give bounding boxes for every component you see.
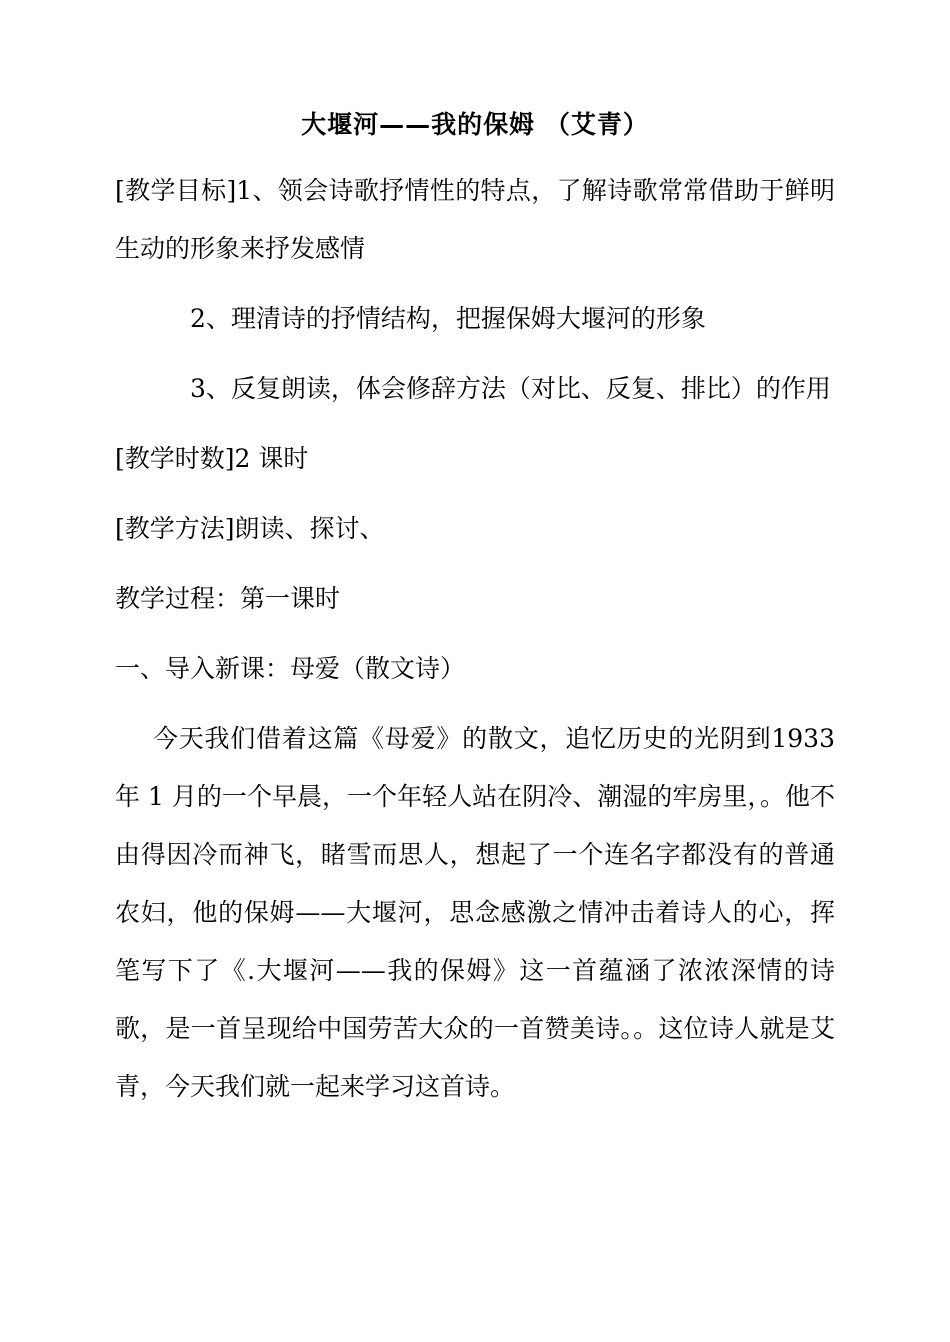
objective-1: [教学目标]1、领会诗歌抒情性的特点，了解诗歌常常借助于鲜明生动的形象来抒发感情 [115, 176, 835, 263]
teaching-hours: [教学时数]2 课时 [115, 444, 309, 473]
objective-3: 3、反复朗读，体会修辞方法（对比、反复、排比）的作用 [190, 374, 831, 403]
section-heading: 一、导入新课：母爱（散文诗） [115, 654, 466, 683]
teaching-methods: [教学方法]朗读、探讨、 [115, 514, 385, 543]
teaching-process: 教学过程：第一课时 [115, 584, 341, 613]
intro-paragraph: 今天我们借着这篇《母爱》的散文，追忆历史的光阴到1933 年 1 月的一个早晨，一个年轻人站在阴冷、潮湿的牢房里，。他不由得因冷而神飞，睹雪而思人，想起了一个连名字都没有的普通农妇，他的保姆——大堰河，思念感激之情冲击着诗人的心，挥笔写下了《.大堰河——我的保姆》这一首蕴涵了浓浓深情的诗歌，是一首呈现给中国劳苦大众的一首赞美诗。。这位诗人就是艾青，今天我们就一起来学习这首诗。 [115, 724, 835, 1101]
objective-2: 2、理清诗的抒情结构，把握保姆大堰河的形象 [190, 304, 706, 333]
document-title: 大堰河——我的保姆 （艾青） [301, 110, 649, 139]
document-page [115, 100, 835, 1116]
